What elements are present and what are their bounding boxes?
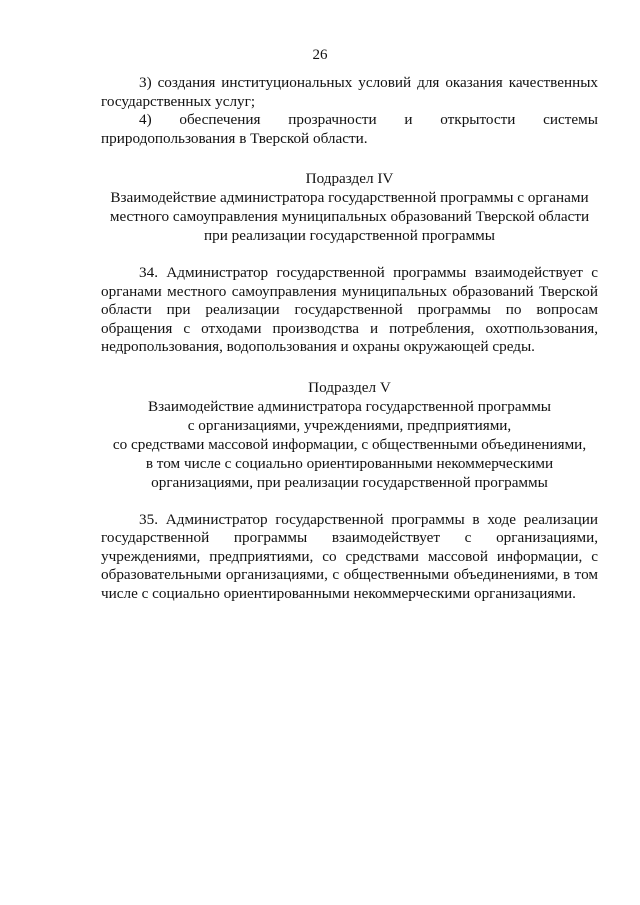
page-number: 26 (312, 47, 328, 63)
subsection-iv (101, 169, 598, 245)
subsection-title-line: Взаимодействие администратора государственной программы с органами (110, 189, 589, 206)
document-body (101, 74, 598, 624)
subsection-title-line: в том числе с социально ориентированными некоммерческими (145, 454, 554, 472)
subsection-heading: Подраздел IV (305, 170, 394, 187)
paragraph-text: 34. Администратор государственной программы взаимодействует с органами местного самоуправления муниципальных образований Тверской области при реализации государственной программы по вопросам обращения с отходами производства и потребления, охотпользования, недропользования, водопользования и охраны окружающей среды. (101, 264, 598, 355)
subsection-title-line: с организациями, учреждениями, предприятиями, (187, 416, 512, 434)
paragraph-text: 35. Администратор государственной программы в ходе реализации государственной программы взаимодействует с организациями, учреждениями, предприятиями, со средствами массовой информации, с образовательными организациями, с общественными объединениями, в том числе с социально ориентированными некоммерческими организациями. (101, 510, 598, 602)
subsection-title-line: Взаимодействие администратора государственной программы (147, 397, 552, 415)
paragraph-34 (101, 264, 598, 357)
subsection-heading: Подраздел V (308, 378, 391, 396)
subsection-title-line: при реализации государственной программы (203, 227, 495, 244)
subsection-title (101, 397, 598, 492)
subsection-title-line: со средствами массовой информации, с общественными объединениями, (112, 435, 587, 453)
list-item: 3) создания институциональных условий для оказания качественных государственных услуг; (101, 74, 598, 110)
subsection-title (101, 188, 598, 245)
subsection-title-line: местного самоуправления муниципальных образований Тверской области (109, 208, 590, 225)
paragraph-35 (101, 511, 598, 604)
goals-list (101, 74, 598, 148)
subsection-title-line: организациями, при реализации государственной программы (151, 473, 548, 491)
subsection-v (101, 378, 598, 492)
list-item: 4) обеспечения прозрачности и открытости системы природопользования в Тверской области. (101, 111, 598, 147)
